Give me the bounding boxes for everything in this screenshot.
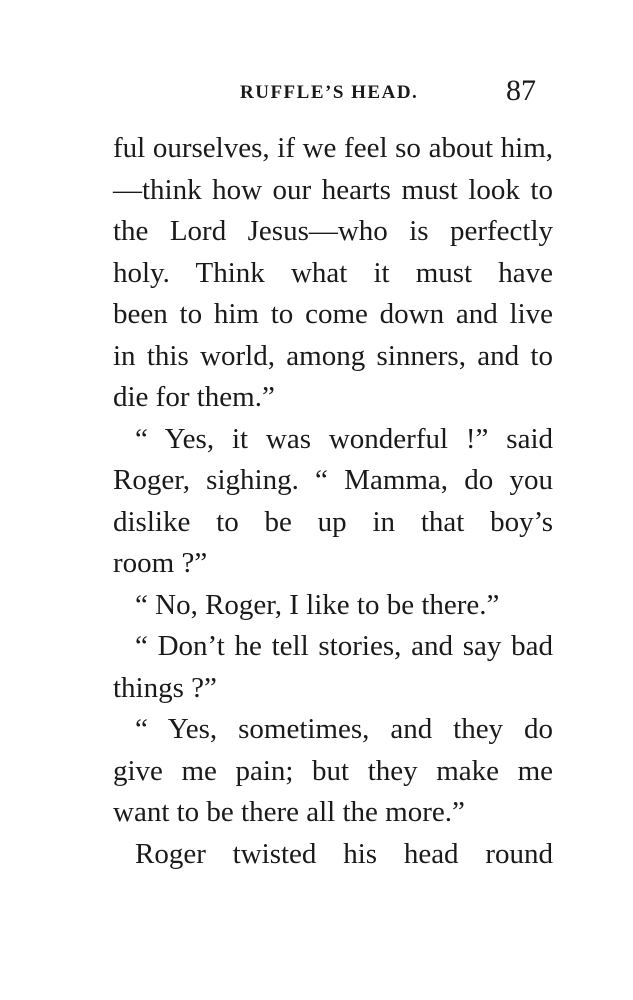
text-line: been to him to come down and live bbox=[113, 298, 553, 330]
text-line: want to be there all the more.” bbox=[113, 796, 465, 828]
text-line: ful ourselves, if we feel so about him, bbox=[113, 132, 553, 164]
text-line: “ Yes, it was wonderful !” said bbox=[135, 422, 553, 455]
text-line: room ?” bbox=[113, 547, 208, 579]
page-header bbox=[0, 74, 633, 114]
text-line: “ Yes, sometimes, and they do bbox=[135, 713, 553, 745]
text-line: the Lord Jesus—who is perfectly bbox=[113, 215, 553, 247]
text-line: “ Don’t he tell stories, and say bad bbox=[135, 630, 553, 662]
text-line: —think how our hearts must look to bbox=[113, 173, 553, 206]
text-line: things ?” bbox=[113, 671, 217, 704]
text-line: “ No, Roger, I like to be there.” bbox=[135, 588, 500, 621]
text-line: Roger, sighing. “ Mamma, do you bbox=[113, 464, 553, 496]
body-text bbox=[113, 128, 553, 875]
text-line: die for them.” bbox=[113, 381, 275, 413]
text-line: Roger twisted his head round bbox=[135, 837, 553, 870]
running-head: RUFFLE’S HEAD. bbox=[240, 82, 419, 103]
text-line: holy. Think what it must have bbox=[113, 256, 553, 289]
page-number: 87 bbox=[506, 74, 536, 107]
text-line: in this world, among sinners, and to bbox=[113, 339, 553, 372]
text-line: dislike to be up in that boy’s bbox=[113, 505, 553, 538]
text-line: give me pain; but they make me bbox=[113, 754, 553, 787]
